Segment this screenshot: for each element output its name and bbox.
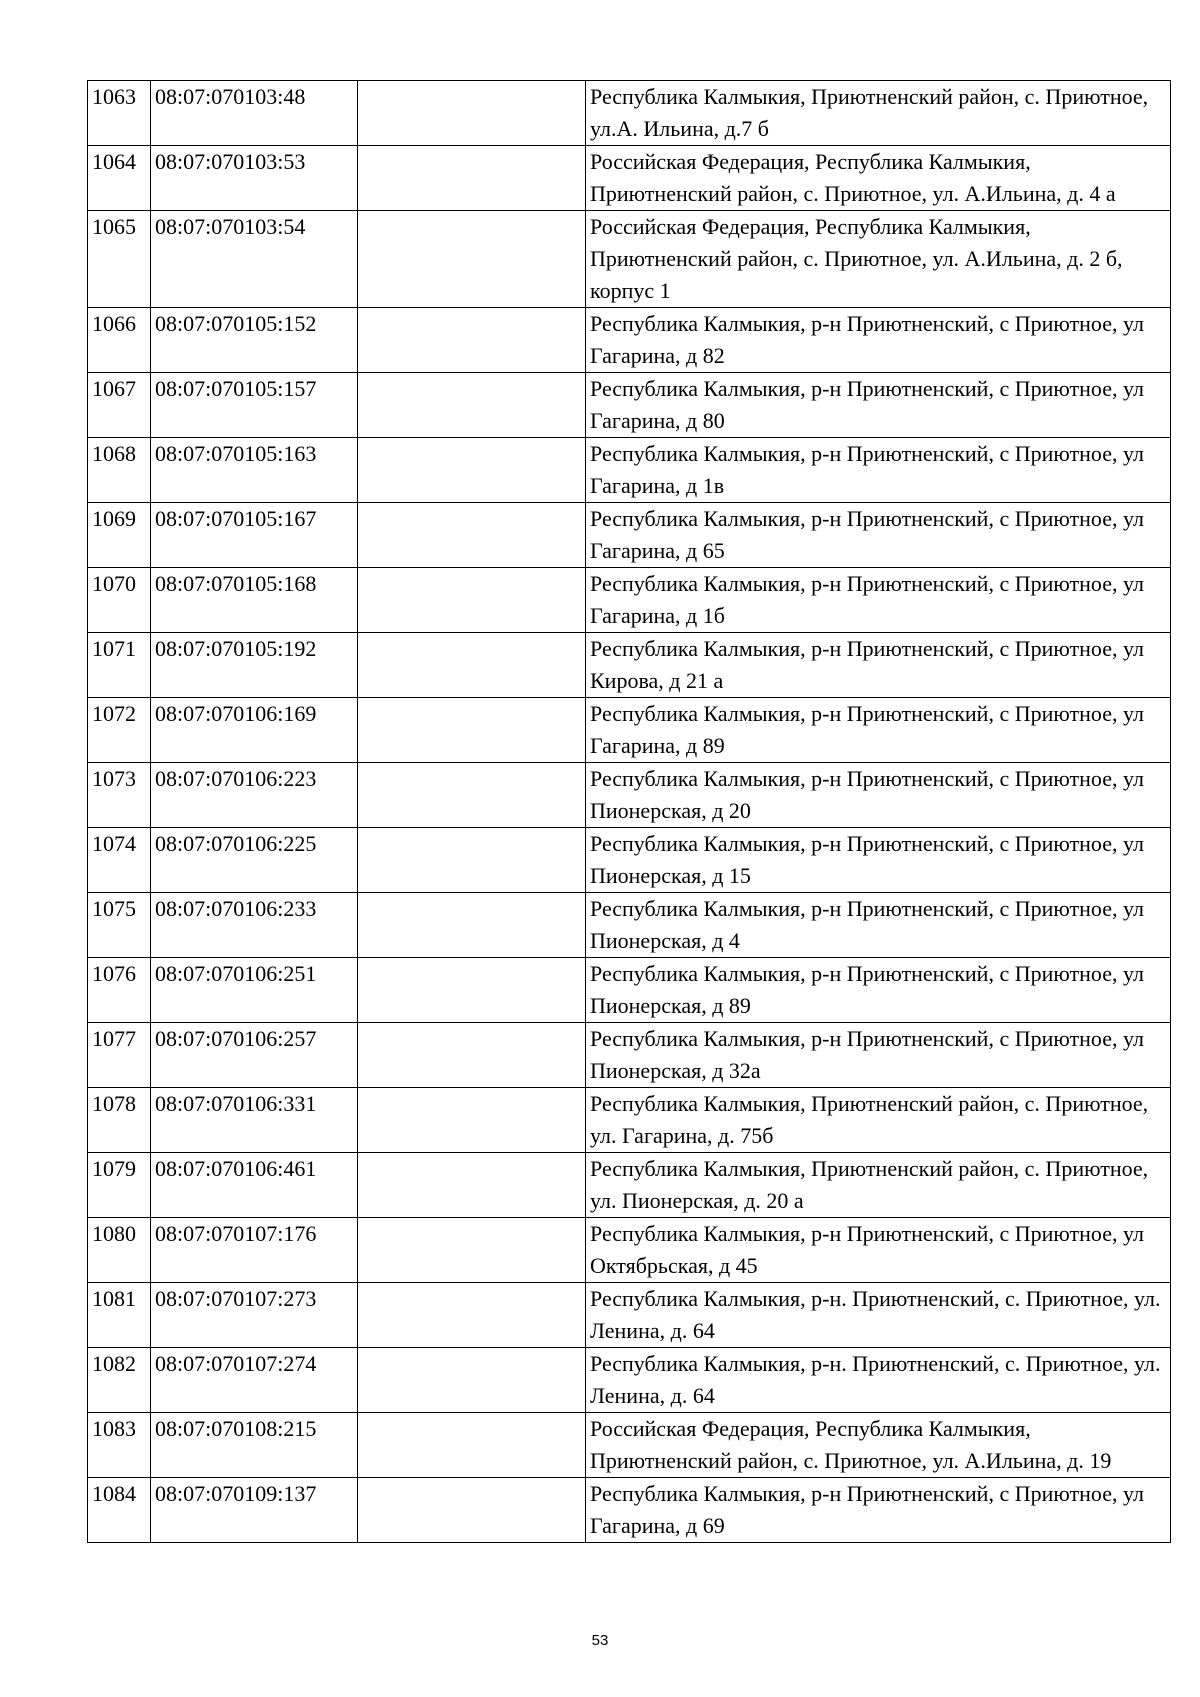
table-row (88, 893, 1171, 958)
cadastral-number-cell: 08:07:070106:461 (151, 1153, 358, 1218)
address-cell: Российская Федерация, Республика Калмыкия, Приютненский район, с. Приютное, ул. А.Ильина, д. 19 (586, 1413, 1171, 1478)
empty-cell (358, 633, 586, 698)
cadastral-number-cell: 08:07:070105:157 (151, 373, 358, 438)
address-cell: Республика Калмыкия, р-н Приютненский, с Приютное, ул Гагарина, д 82 (586, 308, 1171, 373)
empty-cell (358, 1413, 586, 1478)
table-row (88, 308, 1171, 373)
cadastral-number-cell: 08:07:070106:223 (151, 763, 358, 828)
cadastral-number-cell: 08:07:070108:215 (151, 1413, 358, 1478)
empty-cell (358, 373, 586, 438)
address-cell: Республика Калмыкия, Приютненский район, с. Приютное, ул. Пионерская, д. 20 а (586, 1153, 1171, 1218)
empty-cell (358, 698, 586, 763)
cadastral-number-cell: 08:07:070103:54 (151, 211, 358, 308)
row-number-cell: 1080 (88, 1218, 151, 1283)
address-cell: Российская Федерация, Республика Калмыкия, Приютненский район, с. Приютное, ул. А.Ильина, д. 2 б, корпус 1 (586, 211, 1171, 308)
row-number-cell: 1076 (88, 958, 151, 1023)
cadastral-number-cell: 08:07:070105:152 (151, 308, 358, 373)
table-row (88, 373, 1171, 438)
row-number-cell: 1083 (88, 1413, 151, 1478)
empty-cell (358, 1348, 586, 1413)
empty-cell (358, 568, 586, 633)
registry-table-body (88, 81, 1171, 1543)
table-row (88, 568, 1171, 633)
table-row (88, 958, 1171, 1023)
row-number-cell: 1067 (88, 373, 151, 438)
row-number-cell: 1073 (88, 763, 151, 828)
row-number-cell: 1077 (88, 1023, 151, 1088)
address-cell: Республика Калмыкия, Приютненский район, с. Приютное, ул.А. Ильина, д.7 б (586, 81, 1171, 146)
row-number-cell: 1078 (88, 1088, 151, 1153)
cadastral-number-cell: 08:07:070107:176 (151, 1218, 358, 1283)
cadastral-number-cell: 08:07:070106:169 (151, 698, 358, 763)
cadastral-number-cell: 08:07:070105:192 (151, 633, 358, 698)
page-number: 53 (591, 1632, 609, 1649)
row-number-cell: 1082 (88, 1348, 151, 1413)
address-cell: Республика Калмыкия, р-н Приютненский, с Приютное, ул Пионерская, д 89 (586, 958, 1171, 1023)
row-number-cell: 1064 (88, 146, 151, 211)
address-cell: Республика Калмыкия, р-н Приютненский, с Приютное, ул Гагарина, д 1в (586, 438, 1171, 503)
table-row (88, 763, 1171, 828)
row-number-cell: 1079 (88, 1153, 151, 1218)
table-row (88, 1348, 1171, 1413)
empty-cell (358, 1283, 586, 1348)
cadastral-number-cell: 08:07:070106:257 (151, 1023, 358, 1088)
address-cell: Республика Калмыкия, р-н. Приютненский, с. Приютное, ул. Ленина, д. 64 (586, 1283, 1171, 1348)
cadastral-number-cell: 08:07:070107:274 (151, 1348, 358, 1413)
empty-cell (358, 958, 586, 1023)
cadastral-number-cell: 08:07:070106:251 (151, 958, 358, 1023)
row-number-cell: 1069 (88, 503, 151, 568)
row-number-cell: 1066 (88, 308, 151, 373)
address-cell: Республика Калмыкия, Приютненский район, с. Приютное, ул. Гагарина, д. 75б (586, 1088, 1171, 1153)
row-number-cell: 1081 (88, 1283, 151, 1348)
cadastral-number-cell: 08:07:070105:167 (151, 503, 358, 568)
address-cell: Республика Калмыкия, р-н Приютненский, с Приютное, ул Гагарина, д 80 (586, 373, 1171, 438)
cadastral-number-cell: 08:07:070106:331 (151, 1088, 358, 1153)
table-row (88, 1218, 1171, 1283)
cadastral-number-cell: 08:07:070103:53 (151, 146, 358, 211)
cadastral-number-cell: 08:07:070106:233 (151, 893, 358, 958)
cadastral-number-cell: 08:07:070103:48 (151, 81, 358, 146)
empty-cell (358, 1153, 586, 1218)
table-row (88, 1023, 1171, 1088)
empty-cell (358, 1478, 586, 1543)
empty-cell (358, 1088, 586, 1153)
empty-cell (358, 211, 586, 308)
empty-cell (358, 81, 586, 146)
address-cell: Республика Калмыкия, р-н Приютненский, с Приютное, ул Пионерская, д 4 (586, 893, 1171, 958)
empty-cell (358, 503, 586, 568)
table-row (88, 1413, 1171, 1478)
row-number-cell: 1070 (88, 568, 151, 633)
cadastral-number-cell: 08:07:070105:163 (151, 438, 358, 503)
table-row (88, 1283, 1171, 1348)
cadastral-number-cell: 08:07:070107:273 (151, 1283, 358, 1348)
row-number-cell: 1068 (88, 438, 151, 503)
address-cell: Республика Калмыкия, р-н Приютненский, с Приютное, ул Гагарина, д 69 (586, 1478, 1171, 1543)
row-number-cell: 1084 (88, 1478, 151, 1543)
cadastral-number-cell: 08:07:070109:137 (151, 1478, 358, 1543)
table-row (88, 1153, 1171, 1218)
row-number-cell: 1063 (88, 81, 151, 146)
row-number-cell: 1075 (88, 893, 151, 958)
table-row (88, 698, 1171, 763)
address-cell: Республика Калмыкия, р-н Приютненский, с Приютное, ул Гагарина, д 65 (586, 503, 1171, 568)
empty-cell (358, 893, 586, 958)
address-cell: Республика Калмыкия, р-н Приютненский, с Приютное, ул Пионерская, д 20 (586, 763, 1171, 828)
table-row (88, 828, 1171, 893)
address-cell: Республика Калмыкия, р-н. Приютненский, с. Приютное, ул. Ленина, д. 64 (586, 1348, 1171, 1413)
empty-cell (358, 828, 586, 893)
address-cell: Республика Калмыкия, р-н Приютненский, с Приютное, ул Кирова, д 21 а (586, 633, 1171, 698)
table-row (88, 211, 1171, 308)
empty-cell (358, 1218, 586, 1283)
table-row (88, 81, 1171, 146)
empty-cell (358, 146, 586, 211)
table-row (88, 1478, 1171, 1543)
row-number-cell: 1071 (88, 633, 151, 698)
empty-cell (358, 308, 586, 373)
row-number-cell: 1072 (88, 698, 151, 763)
empty-cell (358, 1023, 586, 1088)
table-row (88, 146, 1171, 211)
address-cell: Республика Калмыкия, р-н Приютненский, с Приютное, ул Октябрьская, д 45 (586, 1218, 1171, 1283)
table-row (88, 438, 1171, 503)
cadastral-number-cell: 08:07:070106:225 (151, 828, 358, 893)
table-row (88, 1088, 1171, 1153)
address-cell: Российская Федерация, Республика Калмыкия, Приютненский район, с. Приютное, ул. А.Ильина, д. 4 а (586, 146, 1171, 211)
address-cell: Республика Калмыкия, р-н Приютненский, с Приютное, ул Пионерская, д 15 (586, 828, 1171, 893)
table-row (88, 633, 1171, 698)
row-number-cell: 1065 (88, 211, 151, 308)
cadastral-number-cell: 08:07:070105:168 (151, 568, 358, 633)
address-cell: Республика Калмыкия, р-н Приютненский, с Приютное, ул Пионерская, д 32а (586, 1023, 1171, 1088)
address-cell: Республика Калмыкия, р-н Приютненский, с Приютное, ул Гагарина, д 89 (586, 698, 1171, 763)
table-row (88, 503, 1171, 568)
empty-cell (358, 763, 586, 828)
row-number-cell: 1074 (88, 828, 151, 893)
address-cell: Республика Калмыкия, р-н Приютненский, с Приютное, ул Гагарина, д 1б (586, 568, 1171, 633)
empty-cell (358, 438, 586, 503)
registry-table (87, 80, 1171, 1543)
